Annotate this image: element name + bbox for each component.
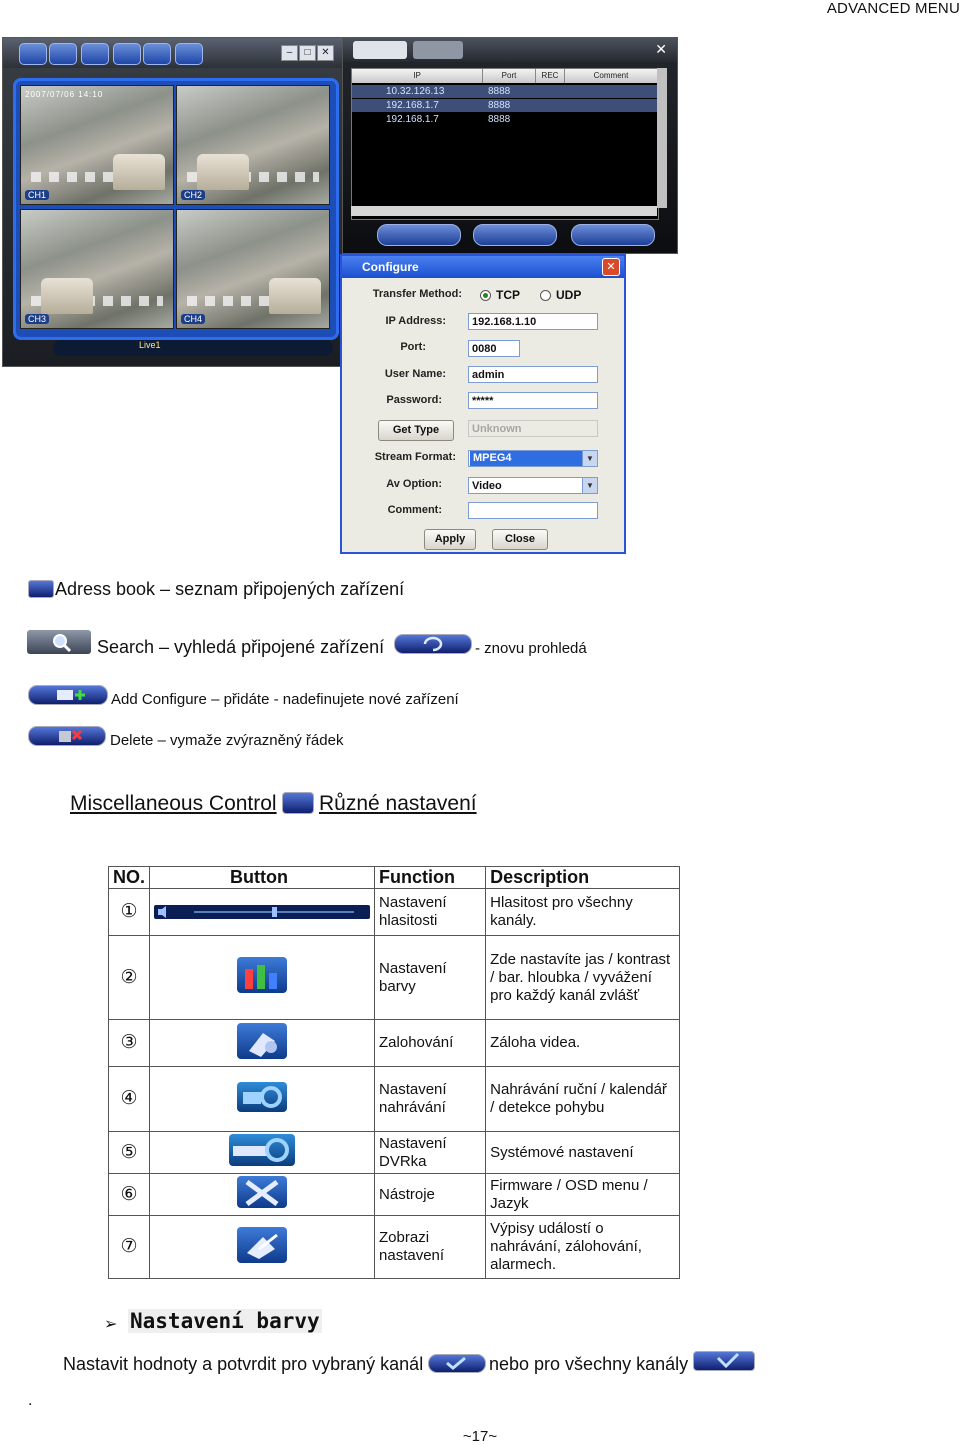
column-header: Description — [486, 867, 680, 889]
table-row[interactable] — [352, 99, 658, 112]
record-camera-icon[interactable] — [237, 1082, 287, 1112]
user-name-field[interactable]: admin — [468, 366, 598, 383]
av-option-value: Video — [472, 480, 502, 492]
add-configure-description: Add Configure – přidáte - nadefinujete nové zařízení — [111, 691, 459, 708]
function-cell: Nastavení hlasitosti — [375, 889, 486, 936]
camera-view[interactable] — [176, 209, 330, 329]
function-cell: Nastavení DVRka — [375, 1132, 486, 1174]
table-row — [109, 1020, 680, 1067]
table-row — [109, 1067, 680, 1132]
row-number: ② — [109, 936, 150, 1020]
network-icon[interactable] — [81, 43, 109, 65]
live-label[interactable]: Live1 — [139, 340, 161, 350]
column-header[interactable]: Port — [483, 69, 536, 83]
settings-icon[interactable] — [175, 43, 203, 65]
vertical-scrollbar[interactable] — [657, 68, 667, 208]
port-label: Port: — [400, 341, 426, 353]
port-field[interactable]: 0080 — [468, 340, 520, 357]
search-icon — [27, 630, 91, 654]
column-header: Button — [150, 867, 375, 889]
description-cell: Nahrávání ruční / kalendář / detekce pohybu — [486, 1067, 680, 1132]
button-cell — [150, 1216, 375, 1279]
description-cell: Systémové nastavení — [486, 1132, 680, 1174]
column-header[interactable]: Comment — [565, 69, 658, 83]
search-tab[interactable] — [413, 41, 463, 59]
maximize-icon[interactable]: □ — [299, 45, 316, 61]
udp-label: UDP — [556, 288, 582, 302]
stray-dot: . — [28, 1392, 33, 1409]
page-number: ~17~ — [462, 1428, 498, 1445]
camera-grid — [13, 78, 339, 340]
comment-label: Comment: — [387, 504, 442, 516]
backup-icon[interactable] — [143, 43, 171, 65]
description-cell: Výpisy událostí o nahrávání, zálohování, alarmech. — [486, 1216, 680, 1279]
dvr-viewer-window — [2, 37, 344, 367]
stream-format-value: MPEG4 — [470, 451, 582, 466]
function-cell: Nastavení barvy — [375, 936, 486, 1020]
button-cell — [150, 936, 375, 1020]
function-table — [108, 866, 680, 1279]
camera-label: CH3 — [25, 314, 49, 324]
address-table — [351, 68, 659, 220]
sentence-part1: Nastavit hodnoty a potvrdit pro vybraný kanál — [63, 1354, 424, 1374]
button-cell — [150, 1067, 375, 1132]
column-header[interactable]: REC — [536, 69, 565, 83]
port-cell: 8888 — [488, 100, 511, 111]
page-header: ADVANCED MENU — [826, 0, 960, 17]
column-header: NO. — [109, 867, 150, 889]
address-book-icon[interactable] — [19, 43, 47, 65]
table-row[interactable] — [352, 113, 658, 126]
misc-control-heading-cz: Různé nastavení — [319, 792, 477, 815]
color-bars-icon[interactable] — [237, 957, 287, 993]
ip-address-label: IP Address: — [385, 315, 446, 327]
table-row — [109, 1174, 680, 1216]
password-label: Password: — [386, 394, 442, 406]
camera-view[interactable] — [176, 85, 330, 205]
refresh-description: - znovu prohledá — [475, 640, 587, 657]
add-configure-button[interactable] — [377, 224, 461, 246]
ip-cell: 192.168.1.7 — [386, 114, 439, 125]
function-cell: Nastavení nahrávání — [375, 1067, 486, 1132]
close-icon[interactable]: ✕ — [602, 258, 620, 276]
port-cell: 8888 — [488, 114, 511, 125]
table-row — [109, 1216, 680, 1279]
table-row[interactable] — [352, 85, 658, 98]
column-header: Function — [375, 867, 486, 889]
camera-label: CH4 — [181, 314, 205, 324]
camera-view[interactable] — [20, 209, 174, 329]
tools-icon[interactable] — [237, 1176, 287, 1208]
row-number: ⑦ — [109, 1216, 150, 1279]
chevron-down-icon: ▼ — [582, 451, 597, 466]
delete-button[interactable] — [571, 224, 655, 246]
refresh-icon — [394, 634, 472, 654]
backup-icon[interactable] — [237, 1023, 287, 1059]
description-cell: Záloha videa. — [486, 1020, 680, 1067]
minimize-icon[interactable]: – — [281, 45, 298, 61]
tcp-label: TCP — [496, 288, 520, 302]
button-cell — [150, 889, 375, 936]
ip-address-field[interactable]: 192.168.1.10 — [468, 313, 598, 330]
get-type-button[interactable]: Get Type — [378, 420, 454, 441]
horizontal-scrollbar[interactable] — [351, 206, 657, 216]
description-cell: Zde nastavíte jas / kontrast / bar. hloubka / vyvážení pro každý kanál zvlášť — [486, 936, 680, 1020]
address-book-tab[interactable] — [353, 41, 407, 59]
add-configure-icon — [28, 685, 108, 705]
comment-field[interactable] — [468, 502, 598, 519]
apply-all-channels-icon — [693, 1351, 755, 1371]
row-number: ④ — [109, 1067, 150, 1132]
button-cell — [150, 1174, 375, 1216]
function-cell: Zobrazi nastavení — [375, 1216, 486, 1279]
table-header-row — [109, 867, 680, 889]
dialog-titlebar — [342, 256, 624, 278]
table-row — [109, 889, 680, 936]
udp-radio[interactable] — [540, 288, 581, 302]
address-book-icon — [28, 580, 54, 598]
camera-label: CH1 — [25, 190, 49, 200]
button-cell — [150, 1020, 375, 1067]
tcp-radio[interactable] — [480, 288, 520, 302]
close-icon[interactable]: ✕ — [655, 41, 667, 57]
misc-control-icon — [282, 792, 314, 814]
address-book-window — [342, 37, 678, 254]
table-row — [109, 936, 680, 1020]
stream-format-label: Stream Format: — [374, 451, 456, 463]
apply-button[interactable]: Apply — [424, 529, 476, 550]
function-cell: Zalohování — [375, 1020, 486, 1067]
type-field: Unknown — [468, 420, 598, 437]
timestamp: 2007/07/06 14:10 — [25, 90, 104, 99]
configure-dialog — [340, 254, 626, 554]
bullet-arrow: ➢ — [104, 1316, 118, 1333]
tools-icon[interactable] — [113, 43, 141, 65]
edit-button[interactable] — [473, 224, 557, 246]
live-bar — [53, 340, 333, 356]
misc-control-icon[interactable] — [49, 43, 77, 65]
row-number: ⑥ — [109, 1174, 150, 1216]
address-book-description: Adress book – seznam připojených zařízení — [55, 579, 405, 599]
search-description: Search – vyhledá připojené zařízení — [97, 637, 385, 657]
ip-cell: 192.168.1.7 — [386, 100, 439, 111]
description-cell: Hlasitost pro všechny kanály. — [486, 889, 680, 936]
description-cell: Firmware / OSD menu / Jazyk — [486, 1174, 680, 1216]
camera-label: CH2 — [181, 190, 205, 200]
delete-description: Delete – vymaže zvýrazněný řádek — [110, 732, 344, 749]
camera-view[interactable] — [20, 85, 174, 205]
chevron-down-icon: ▼ — [582, 478, 597, 493]
transfer-method-label: Transfer Method: — [372, 288, 462, 300]
sentence-part2: nebo pro všechny kanály — [489, 1354, 689, 1374]
dialog-title: Configure — [362, 260, 419, 274]
log-icon[interactable] — [237, 1227, 287, 1263]
close-button[interactable]: Close — [492, 529, 548, 550]
stream-format-select[interactable] — [468, 450, 598, 467]
misc-control-heading: Miscellaneous Control — [70, 792, 277, 815]
row-number: ① — [109, 889, 150, 936]
button-cell — [150, 1132, 375, 1174]
dvr-settings-icon[interactable] — [229, 1134, 295, 1166]
table-row — [109, 1132, 680, 1174]
apply-channel-icon — [428, 1354, 486, 1373]
row-number: ③ — [109, 1020, 150, 1067]
ip-cell: 10.32.126.13 — [386, 86, 445, 97]
row-number: ⑤ — [109, 1132, 150, 1174]
column-header[interactable]: IP — [352, 69, 483, 83]
av-option-select[interactable] — [468, 477, 598, 494]
volume-slider-icon[interactable] — [154, 905, 370, 919]
port-cell: 8888 — [488, 86, 511, 97]
close-icon[interactable]: ✕ — [317, 45, 334, 61]
function-cell: Nástroje — [375, 1174, 486, 1216]
section-heading: Nastavení barvy — [130, 1309, 320, 1333]
password-field[interactable]: ***** — [468, 392, 598, 409]
delete-icon — [28, 726, 106, 746]
av-option-label: Av Option: — [386, 478, 442, 490]
user-name-label: User Name: — [384, 368, 446, 380]
